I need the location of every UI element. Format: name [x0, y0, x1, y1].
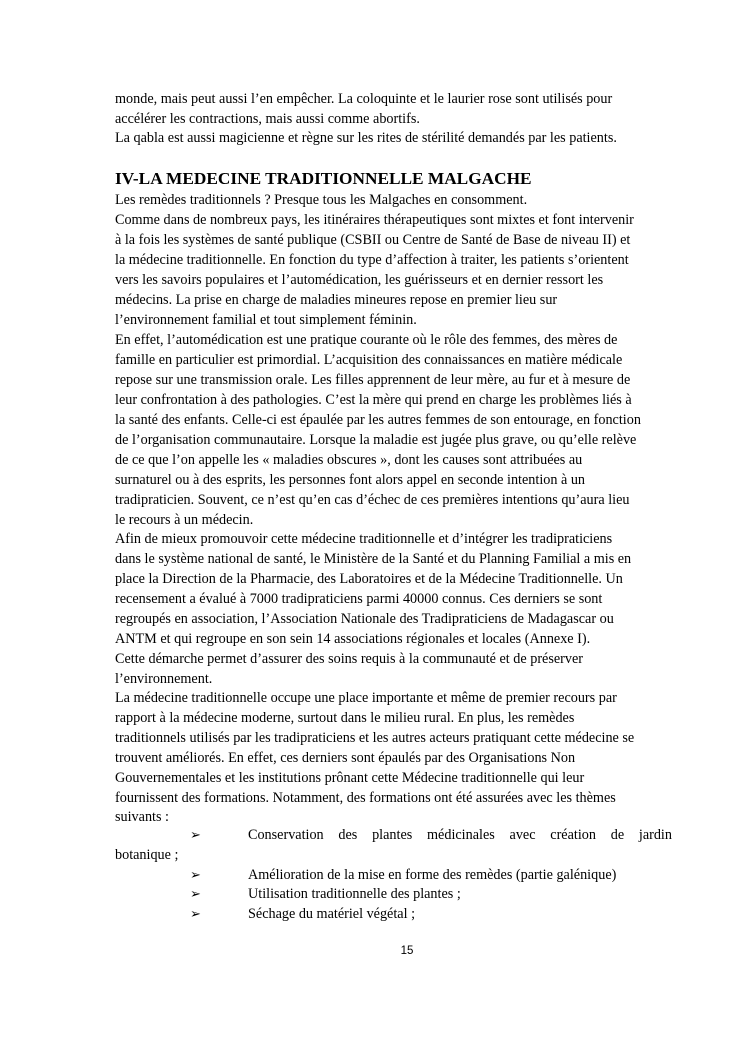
- bullet-word: jardin: [638, 827, 672, 843]
- page-number: 15: [400, 945, 414, 957]
- paragraph-line: La médecine traditionnelle occupe une place importante et même de premier recours par: [115, 690, 617, 706]
- bullet-word: plantes: [372, 827, 413, 843]
- paragraph-line: Gouvernementales et les institutions prônant cette Médecine traditionnelle qui leur: [115, 770, 585, 786]
- paragraph-line: repose sur une transmission orale. Les filles apprennent de leur mère, au fur et à mesure de: [115, 372, 631, 388]
- paragraph-line: La qabla est aussi magicienne et règne sur les rites de stérilité demandés par les patients.: [115, 130, 617, 146]
- paragraph-line: l’environnement.: [115, 671, 213, 687]
- paragraph-line: dans le système national de santé, le Ministère de la Santé et du Planning Familial a mis en: [115, 551, 632, 567]
- paragraph-line: surnaturel ou à des esprits, les personnes font alors appel en seconde intention à un: [115, 472, 586, 488]
- paragraph-line: trouvent améliorés. En effet, ces derniers sont épaulés par des Organisations Non: [115, 750, 576, 766]
- bullet-word: création: [550, 827, 596, 843]
- paragraph-line: Cette démarche permet d’assurer des soins requis à la communauté et de préserver: [115, 651, 584, 667]
- bullet-word: de: [610, 827, 625, 843]
- paragraph-line: accélérer les contractions, mais aussi comme abortifs.: [115, 111, 420, 127]
- paragraph-line: Les remèdes traditionnels ? Presque tous les Malgaches en consomment.: [115, 192, 528, 208]
- paragraph-line: l’environnement familial et tout simplement féminin.: [115, 312, 417, 328]
- bullet-word: Conservation: [248, 827, 324, 843]
- paragraph-line: médecins. La prise en charge de maladies mineures repose en premier lieu sur: [115, 292, 558, 308]
- bullet-word: des: [338, 827, 358, 843]
- bullet-item: Amélioration de la mise en forme des remèdes (partie galénique): [248, 867, 617, 883]
- paragraph-line: ANTM et qui regroupe en son sein 14 associations régionales et locales (Annexe I).: [115, 631, 591, 647]
- paragraph-line: monde, mais peut aussi l’en empêcher. La coloquinte et le laurier rose sont utilisés pour: [115, 91, 613, 107]
- paragraph-line: suivants :: [115, 809, 169, 825]
- paragraph-line: fournissent des formations. Notamment, des formations ont été assurées avec les thèmes: [115, 790, 616, 806]
- arrow-bullet-icon: ➢: [190, 886, 201, 901]
- paragraph-line: rapport à la médecine moderne, surtout dans le milieu rural. En plus, les remèdes: [115, 710, 575, 726]
- bullet-word: avec: [509, 827, 536, 843]
- section-heading: IV-LA MEDECINE TRADITIONNELLE MALGACHE: [115, 169, 532, 188]
- paragraph-line: Comme dans de nombreux pays, les itinéraires thérapeutiques sont mixtes et font intervenir: [115, 212, 634, 228]
- bullet-continuation: botanique ;: [115, 847, 179, 863]
- paragraph-line: la médecine traditionnelle. En fonction du type d’affection à traiter, les patients s’orientent: [115, 252, 629, 268]
- paragraph-line: de l’organisation communautaire. Lorsque la maladie est jugée plus grave, ou qu’elle relève: [115, 432, 637, 448]
- paragraph-line: vers les savoirs populaires et l’automédication, les guérisseurs et en dernier ressort les: [115, 272, 604, 288]
- arrow-bullet-icon: ➢: [190, 906, 201, 921]
- paragraph-line: de ce que l’on appelle les « maladies obscures », dont les causes sont attribuées au: [115, 452, 583, 468]
- bullet-item: Séchage du matériel végétal ;: [248, 906, 416, 922]
- paragraph-line: En effet, l’automédication est une pratique courante où le rôle des femmes, des mères de: [115, 332, 618, 348]
- paragraph-line: le recours à un médecin.: [115, 512, 254, 528]
- paragraph-line: Afin de mieux promouvoir cette médecine traditionnelle et d’intégrer les tradipraticiens: [115, 531, 613, 547]
- bullet-item: Utilisation traditionnelle des plantes ;: [248, 886, 461, 902]
- paragraph-line: recensement a évalué à 7000 tradipraticiens parmi 40000 connus. Ces derniers se sont: [115, 591, 603, 607]
- paragraph-line: tradipraticien. Souvent, ce n’est qu’en cas d’échec de ces premières intentions qu’aura lieu: [115, 492, 630, 508]
- paragraph-line: famille en particulier est primordial. L’acquisition des connaissances en matière médicale: [115, 352, 623, 368]
- bullet-item-justified: [248, 825, 672, 845]
- paragraph-line: traditionnels utilisés par les tradipraticiens et les autres acteurs pratiquant cette médecine se: [115, 730, 635, 746]
- arrow-bullet-icon: ➢: [190, 867, 201, 882]
- arrow-bullet-icon: ➢: [190, 827, 201, 842]
- paragraph-line: regroupés en association, l’Association Nationale des Tradipraticiens de Madagascar ou: [115, 611, 614, 627]
- bullet-word: médicinales: [427, 827, 495, 843]
- paragraph-line: à la fois les systèmes de santé publique (CSBII ou Centre de Santé de Base de niveau II) et: [115, 232, 631, 248]
- paragraph-line: leur confrontation à des pathologies. C’est la mère qui prend en charge les problèmes liés à: [115, 392, 632, 408]
- paragraph-line: la santé des enfants. Celle-ci est épaulée par les autres femmes de son entourage, en fonction: [115, 412, 641, 428]
- paragraph-line: place la Direction de la Pharmacie, des Laboratoires et de la Médecine Traditionnelle. Un: [115, 571, 623, 587]
